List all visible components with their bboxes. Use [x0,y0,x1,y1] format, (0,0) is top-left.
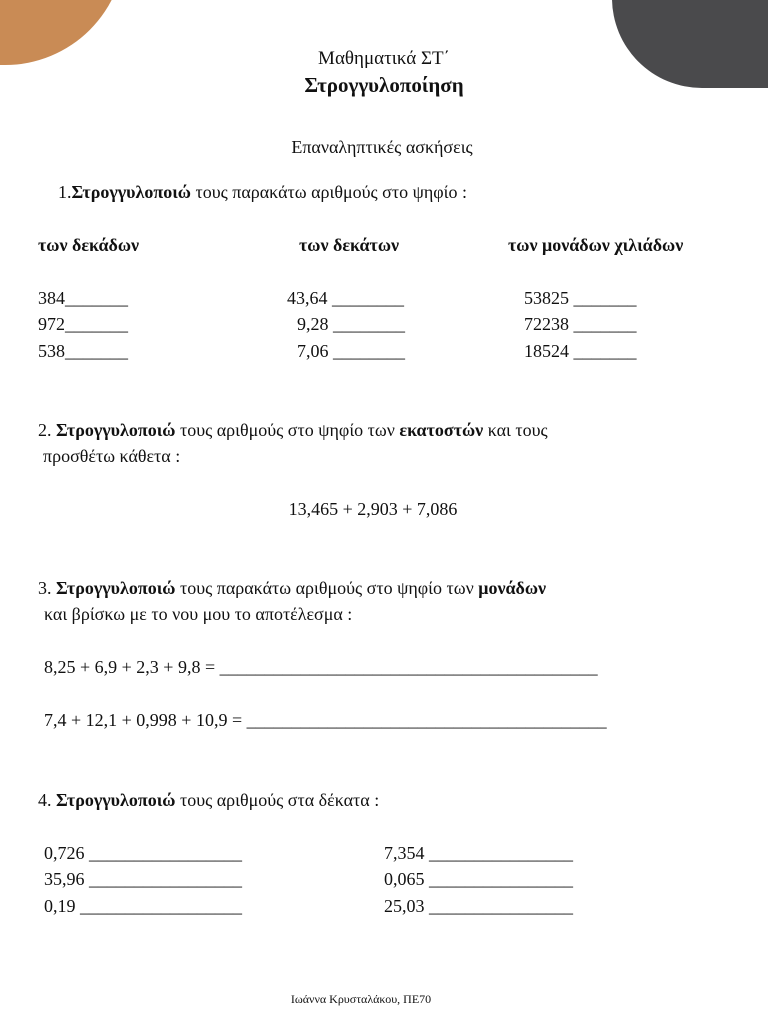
exercise-3-expression-2: 7,4 + 12,1 + 0,998 + 10,9 = ________________________________________ [44,710,607,730]
exercise-3-instruction: 3. Στρογγυλοποιώ τους παρακάτω αριθμούς στο ψηφίο των μονάδων [38,578,547,598]
exercise-1-instruction: 1.Στρογγυλοποιώ τους παρακάτω αριθμούς στο ψηφίο : [58,182,468,202]
subject-label: Μαθηματικά ΣΤ΄ [318,48,450,69]
footer-author: Ιωάννα Κρυσταλάκου, ΠΕ70 [290,992,432,1006]
ex1-column-header-thousands: των μονάδων χιλιάδων [508,235,684,255]
ex1-item: 538_______ [38,341,128,361]
ex1-item: 53825 _______ [524,288,637,308]
ex4-item: 0,065 ________________ [384,869,573,889]
exercise-3-instruction-line2: και βρίσκω με το νου μου το αποτέλεσμα : [44,604,353,624]
decorative-gray-shape [612,0,768,88]
ex4-item: 0,726 _________________ [44,843,242,863]
ex1-item: 18524 _______ [524,341,637,361]
exercise-2-instruction: 2. Στρογγυλοποιώ τους αριθμούς στο ψηφίο των εκατοστών και τους [38,420,548,440]
ex4-item: 35,96 _________________ [44,869,242,889]
exercise-4-instruction: 4. Στρογγυλοποιώ τους αριθμούς στα δέκατα : [38,790,380,810]
ex4-item: 25,03 ________________ [384,896,573,916]
ex1-column-header-tenths: των δεκάτων [299,235,400,255]
ex1-item: 384_______ [38,288,128,308]
ex4-item: 7,354 ________________ [384,843,573,863]
exercise-2-expression: 13,465 + 2,903 + 7,086 [288,499,458,519]
ex1-column-header-tens: των δεκάδων [38,235,140,255]
decorative-orange-shape [0,0,125,65]
exercise-3-expression-1: 8,25 + 6,9 + 2,3 + 9,8 = __________________________________________ [44,657,598,677]
ex1-item: 43,64 ________ [287,288,404,308]
page-title: Στρογγυλοποίηση [304,73,464,97]
ex1-item: 7,06 ________ [297,341,405,361]
ex1-item: 72238 _______ [524,314,637,334]
ex1-item: 972_______ [38,314,128,334]
ex1-item: 9,28 ________ [297,314,405,334]
ex4-item: 0,19 __________________ [44,896,242,916]
page-subtitle: Επαναληπτικές ασκήσεις [291,137,473,157]
exercise-2-instruction-line2: προσθέτω κάθετα : [43,446,181,466]
